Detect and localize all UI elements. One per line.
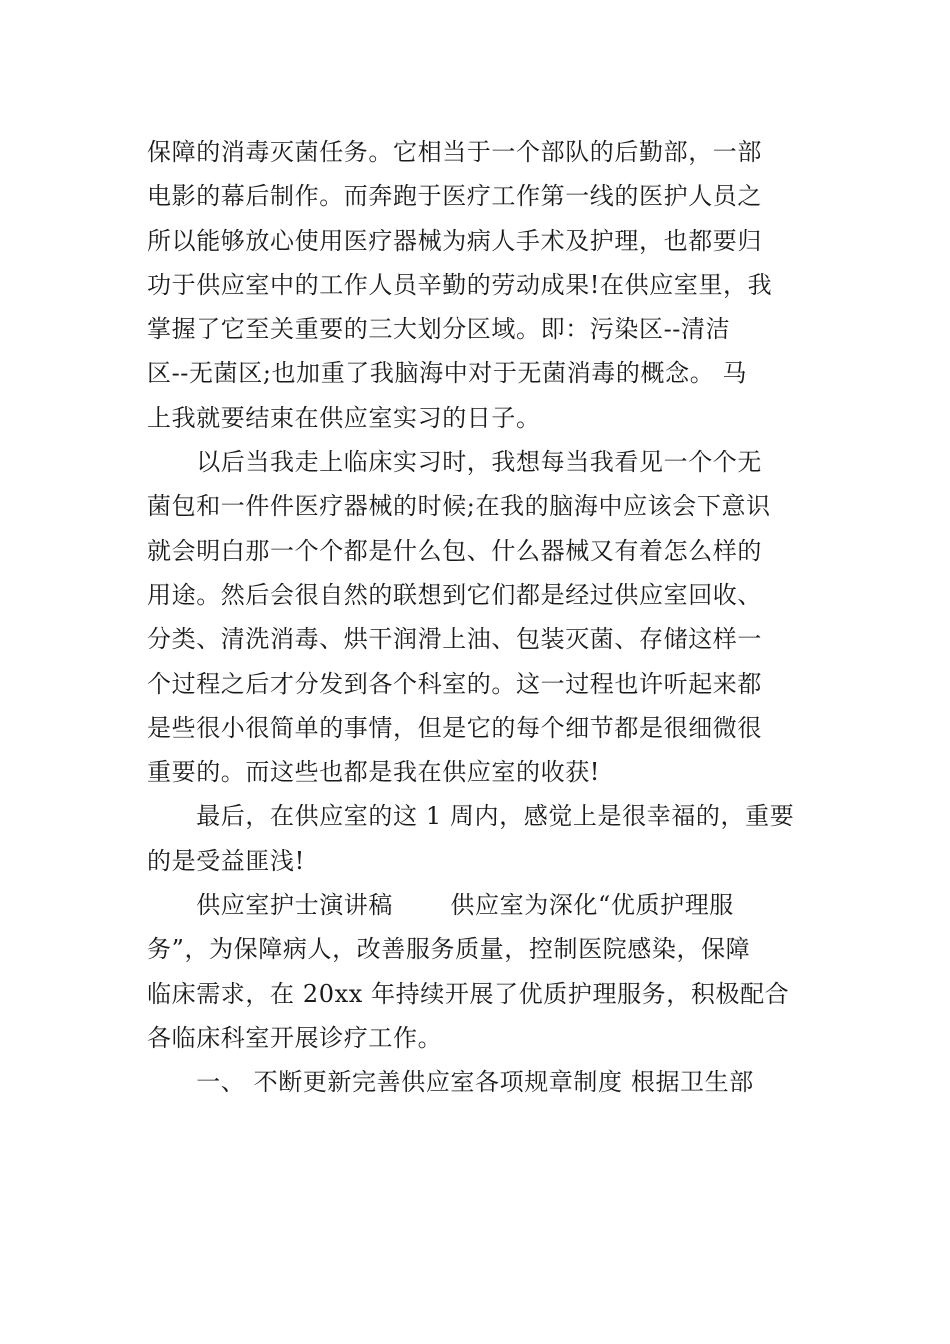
text-line: 临床需求，在 20xx 年持续开展了优质护理服务，积极配合 [147, 979, 790, 1008]
text-line: 就会明白那一个个都是什么包、什么器械又有着怎么样的 [147, 536, 762, 565]
text-line: 菌包和一件件医疗器械的时候;在我的脑海中应该会下意识 [147, 492, 771, 521]
text-line: 掌握了它至关重要的三大划分区域。即：污染区--清洁 [147, 315, 731, 344]
text-line: 一、 不断更新完善供应室各项规章制度 根据卫生部 [147, 1068, 754, 1097]
text-line: 的是受益匪浅! [147, 846, 305, 875]
text-line: 个过程之后才分发到各个科室的。这一过程也许听起来都 [147, 669, 762, 698]
text-line: 分类、清洗消毒、烘干润滑上油、包装灭菌、存储这样一 [147, 625, 762, 654]
text-line: 用途。然后会很自然的联想到它们都是经过供应室回收、 [147, 580, 762, 609]
text-line: 务”，为保障病人，改善服务质量，控制医院感染，保障 [147, 935, 751, 964]
text-line: 保障的消毒灭菌任务。它相当于一个部队的后勤部，一部 [147, 138, 762, 166]
text-line: 是些很小很简单的事情，但是它的每个细节都是很细微很 [147, 713, 762, 742]
text-line: 区--无菌区;也加重了我脑海中对于无菌消毒的概念。 马 [147, 359, 748, 388]
document-body [147, 130, 807, 1105]
text-line: 上我就要结束在供应室实习的日子。 [147, 403, 541, 432]
text-line: 各临床科室开展诊疗工作。 [147, 1023, 443, 1052]
text-line: 供应室护士演讲稿 供应室为深化“优质护理服 [147, 891, 734, 920]
text-line: 以后当我走上临床实习时，我想每当我看见一个个无 [147, 448, 762, 477]
text-line: 所以能够放心使用医疗器械为病人手术及护理，也都要归 [147, 226, 762, 255]
text-line: 重要的。而这些也都是我在供应室的收获! [147, 758, 601, 787]
text-line: 最后，在供应室的这 1 周内，感觉上是很幸福的，重要 [147, 802, 795, 831]
text-line: 电影的幕后制作。而奔跑于医疗工作第一线的医护人员之 [147, 182, 762, 211]
text-line: 功于供应室中的工作人员辛勤的劳动成果!在供应室里，我 [147, 270, 773, 299]
